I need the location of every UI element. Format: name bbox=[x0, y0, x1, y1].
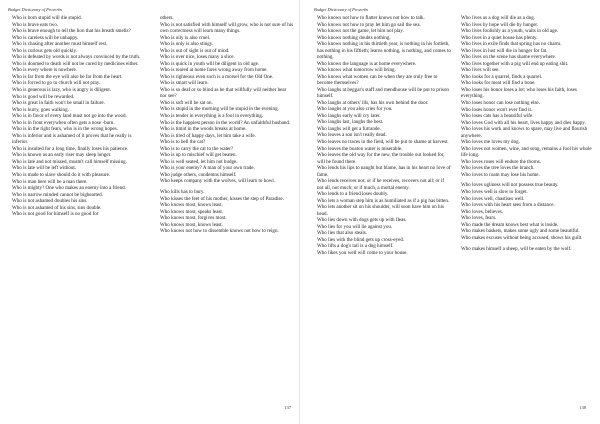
proverb-entry: Who is in front everywhen often gets a nose -burn. bbox=[12, 119, 115, 126]
proverb-entry: Who lives will see. bbox=[461, 67, 500, 74]
proverb-entry: Who loves, fears. bbox=[461, 215, 497, 222]
right-page-number: 138 bbox=[579, 405, 586, 410]
proverb-entry: Who makes himself a sheep, will be eaten by the wolf. bbox=[461, 245, 572, 252]
proverb-entry: Who lets a woman step him is as humiliated as if a pig has bitten. bbox=[317, 197, 450, 204]
proverb-entry: Who is not ashamed of his sins, sins double. bbox=[12, 204, 102, 211]
proverb-entry: Who is stupid in the morning will be stupid in the evening. bbox=[160, 106, 279, 113]
proverb-entry: Who laughs at beggar's staff and mendhouse will be put to prison himself. bbox=[317, 86, 449, 100]
proverb-entry: Who is brave eats two. bbox=[12, 21, 59, 28]
proverb-entry: Who loves God with all his heart, lives happy and dies happy. bbox=[461, 119, 586, 126]
proverb-entry: Who is tender in everything is a fool in everything. bbox=[160, 113, 264, 120]
proverb-entry: Who is insulted for a long time, finally loses his patience. bbox=[12, 145, 129, 152]
proverb-entry: Who keeps company with the wolves, will learn to howl. bbox=[160, 178, 276, 185]
proverb-entry: Who judge others, condemns himself. bbox=[160, 171, 237, 178]
proverb-entry: Who is man here will be a man there. bbox=[12, 178, 88, 185]
proverb-entry: Who is not satisfied with himself will grow, who is not sure of his own correctness will learn many things. bbox=[160, 21, 294, 34]
proverb-entry: Who makes excuses without being accused, shows his guilt. bbox=[461, 234, 583, 241]
proverb-entry: Who laughs will get a furrande. bbox=[317, 125, 381, 132]
proverb-entry: Who lives by hope will die by hunger. bbox=[461, 21, 539, 28]
proverb-entry: Who knows most, forgives most. bbox=[160, 215, 227, 222]
proverb-entry: Who loves well is slow to forget. bbox=[461, 189, 528, 196]
proverb-entry: Who is soft will be sat on. bbox=[160, 99, 213, 106]
proverb-entry: Who is in favor of every land must not go into the wood. bbox=[12, 113, 127, 120]
proverb-entry: Who likes you well will come to your house. bbox=[317, 249, 408, 256]
proverb-entry: Who lives in a quiet house has plenty. bbox=[461, 34, 538, 41]
proverb-entry: Who lies with the blind gets up cross-eyed. bbox=[317, 236, 405, 243]
proverb-entry: Who is late and not missed, mustn't call himself missing. bbox=[12, 158, 127, 165]
right-column-2 bbox=[461, 15, 595, 252]
left-running-head: Budget Dictionary of Proverbs bbox=[8, 7, 63, 12]
proverb-entry: Who lifts a dog's tail is a dog himself. bbox=[317, 243, 394, 250]
proverb-entry: Who lends to a friend loses doubly. bbox=[317, 191, 389, 198]
proverb-entry: Who loves with his heart sees from a distance. bbox=[461, 202, 555, 209]
right-running-head: Budget Dictionary of Proverbs bbox=[314, 7, 369, 12]
proverb-entry: Who is defeated by words is not always convinced by the truth. bbox=[12, 54, 141, 61]
proverb-entry: Who is great in faith won't be small in failure. bbox=[12, 100, 105, 107]
proverb-entry: Who is oily is also cruel. bbox=[160, 34, 211, 41]
proverb-entry: Who lies for you will lie against you. bbox=[317, 223, 393, 230]
proverb-entry: Who loses honor won't ever find it. bbox=[461, 106, 533, 113]
proverb-entry: Who knows not how to pray let him go sail the sea. bbox=[317, 21, 421, 28]
proverb-entry: Who loves to roam may lose his home. bbox=[461, 171, 540, 178]
proverb-entry: Who laughs at others' ills, has his own behind the door. bbox=[317, 99, 429, 106]
proverb-entry: Who kisses the feet of his mother, kisses the step of Paradise. bbox=[160, 195, 284, 202]
proverb-entry: Who loves well, chastises well. bbox=[461, 195, 525, 202]
proverb-entry: Who is well seated, let him not budge. bbox=[160, 158, 238, 165]
proverb-entry: Who is not ashamed doubles his sins. bbox=[12, 198, 88, 205]
proverb-entry: Who laughs last, laughs the best. bbox=[317, 119, 384, 126]
proverb-entry: Who is righteous even such is a morsel for the Old One. bbox=[160, 73, 274, 80]
proverb-entry: Who is born stupid will die stupid. bbox=[12, 15, 82, 21]
proverb-entry: Who knows nothing in his thirtieth year, is nothing in his fortieth, has nothing in his fiftieth; learns nothing, is nothing, and comes to nothing. bbox=[317, 41, 451, 61]
proverb-entry: Who lends his lips to naught but blame, has in his heart no love of fame. bbox=[317, 165, 451, 178]
proverb-entry: Who lives together with a pig will end up eating shit. bbox=[461, 60, 569, 67]
left-column-1 bbox=[12, 15, 146, 218]
proverb-entry: Who is doomed to death will not be cured by medicines either. bbox=[12, 60, 139, 67]
proverb-entry: Who lives in exile finds that spring has no charm. bbox=[461, 41, 562, 48]
proverb-entry: Who is to carry the cat to the water? bbox=[160, 145, 234, 152]
proverb-entry: Who lives in lust will die in hunger for fat. bbox=[461, 47, 548, 54]
proverb-entry: Who loses cats has a beautiful wife. bbox=[461, 113, 534, 120]
proverb-entry: Who is curious gets old quickly. bbox=[12, 47, 77, 54]
proverb-entry: Who is made to slave should do it with pleasure. bbox=[12, 172, 111, 179]
proverb-entry: Who is in the right fears, who is in the wrong hopes. bbox=[12, 126, 118, 133]
proverb-entry: Who knows what women can be when they are truly free to become themselves? bbox=[317, 73, 438, 87]
proverb-entry: Who loves his work and knows to spare, may live and flourish anywhere. bbox=[461, 126, 588, 139]
proverb-entry: Who loses honor can lose nothing else. bbox=[461, 100, 540, 107]
right-page bbox=[300, 0, 600, 424]
proverb-entry: Who knows most, speaks least. bbox=[160, 208, 224, 215]
proverb-entry: Who is inferior and is ashamed of it proves that he really is inferior. bbox=[12, 132, 132, 146]
proverb-entry: Who is your enemy? A man of your own trade. bbox=[160, 165, 255, 172]
proverb-entry: Who lives as a dog will die as a dog. bbox=[461, 15, 536, 21]
proverb-entry: Who loves roses will endure the thorns. bbox=[461, 158, 542, 165]
proverb-entry: Who loves me loves my dog. bbox=[461, 139, 520, 146]
proverb-entry: Who lives on the scene has shame everywhere. bbox=[461, 54, 557, 61]
proverb-entry: Who is narrow minded cannot be bighearted. bbox=[12, 191, 103, 198]
proverb-entry: Who is timid in the woods breaks at home. bbox=[160, 126, 247, 133]
proverb-entry: Who loves, believes. bbox=[461, 208, 504, 215]
proverb-entry: Who lives foolishly as a youth, waits in old age. bbox=[461, 28, 559, 35]
proverb-entry: Who knows not the game, let him not play. bbox=[317, 28, 404, 35]
proverb-entry: Who lets another sit on his shoulder, will soon have him on his head. bbox=[317, 204, 444, 217]
proverb-entry: Who loves not women, wine, and song, remains a fool his whole life long. bbox=[461, 145, 592, 159]
proverb-entry: Who knows nothing doubts nothing. bbox=[317, 34, 391, 41]
proverb-entry: Who is only is also stingy. bbox=[160, 41, 214, 48]
proverb-entry: Who made the dream knows best what is inside. bbox=[461, 221, 559, 228]
proverb-entry: others. bbox=[160, 15, 174, 21]
proverb-entry: Who is to bell the cat? bbox=[160, 139, 206, 146]
left-column-2 bbox=[160, 15, 294, 235]
proverb-entry: Who is over nice, loses many a slice. bbox=[160, 54, 235, 61]
proverb-entry: Who is hurry, goes walking. bbox=[12, 106, 69, 113]
proverb-entry: Who laughs early will cry later. bbox=[317, 112, 381, 119]
proverb-entry: Who is mighty? One who makes an enemy into a friend. bbox=[12, 185, 126, 192]
proverb-entry: Who leaves a son isn't really dead. bbox=[317, 132, 387, 139]
proverb-entry: Who is the happiest person in the world? An unfaithful husband. bbox=[160, 119, 291, 126]
proverb-entry: Who knows not how to dissemble knows not how to reign. bbox=[160, 228, 279, 235]
proverb-entry: Who is smart will learn. bbox=[160, 80, 209, 87]
left-page-number: 137 bbox=[284, 405, 291, 410]
proverb-entry: Who is up to mischief will get beaten. bbox=[160, 152, 237, 159]
proverb-entry: Who knows most, knows least. bbox=[160, 221, 223, 228]
proverb-entry: Who is late will be left without. bbox=[12, 165, 77, 172]
proverb-entry: Who looks for meat will find a bone. bbox=[461, 80, 536, 87]
proverb-entry: Who kills has to bury. bbox=[160, 189, 205, 196]
proverb-entry: Who is known as an early riser may sleep longer. bbox=[12, 152, 112, 159]
proverb-entry: Who knows not how to flatter knows not how to talk. bbox=[317, 15, 425, 21]
proverb-entry: Who is careless will be unhappy. bbox=[12, 34, 79, 41]
proverb-entry: Who is good will be rewarded. bbox=[12, 93, 75, 100]
proverb-entry: Who is out of sight is out of mind. bbox=[160, 47, 230, 54]
proverb-entry: Who leaves no traces in the field, will be put to shame at harvest. bbox=[317, 139, 449, 146]
proverb-entry: Who leaves the boaton water is miserable. bbox=[317, 145, 403, 152]
proverb-entry: Who is generous is lazy, who is angry is diligent. bbox=[12, 87, 112, 94]
proverb-entry: Who is chasing after another must himself rest. bbox=[12, 41, 108, 48]
proverb-entry: Who loves ugliness will not possess true beauty. bbox=[461, 182, 559, 189]
proverb-entry: Who is far from the eye will also be far from the heart. bbox=[12, 73, 123, 80]
proverb-entry: Who is not good for himself is no good for bbox=[12, 211, 99, 218]
proverb-entry: Who is brave enough to tell the lion that his breath smells? bbox=[12, 28, 131, 35]
proverb-entry: Who is reared at home fares wrong away from home. bbox=[160, 67, 268, 74]
proverb-entry: Who is tired of happy days, let him take a wife. bbox=[160, 132, 256, 139]
proverb-entry: Who is every where is nowhere. bbox=[12, 67, 78, 74]
proverb-entry: Who lends receives not; or if he receives, recovers not all; or if not all, not much; or if much, a mortal enemy. bbox=[317, 178, 445, 191]
proverb-entry: Who makes baskets, makes some ugly and some beautiful. bbox=[461, 228, 580, 235]
proverb-entry: Who is so deaf or so blind as he that willfully will neither hear nor see? bbox=[160, 86, 287, 100]
proverb-entry: Who loves the tree loves the branch. bbox=[461, 165, 535, 172]
proverb-entry: Who loses his honor loses a lot; who loses his faith, loses everything. bbox=[461, 87, 577, 100]
proverb-entry: Who is quick in youth will be diligent in old age. bbox=[160, 60, 260, 67]
proverb-entry: Who leaves the old way for the new, the trouble out looked for, will he found there. bbox=[317, 152, 445, 165]
proverb-entry: Who is forced to go to church will not pray. bbox=[12, 80, 101, 87]
proverb-entry: Who lies down with dogs gets up with fleas. bbox=[317, 217, 407, 224]
proverb-entry: Who lies that also steals. bbox=[317, 230, 368, 237]
proverb-entry: Who looks for a quarrel, finds a quarrel. bbox=[461, 73, 543, 80]
proverb-entry: Who laughs at you also cries for you. bbox=[317, 106, 393, 113]
proverb-entry: Who knows most, knows least. bbox=[160, 202, 223, 209]
proverb-entry: Who knows the language is at home everywhere. bbox=[317, 60, 417, 67]
right-column-1 bbox=[317, 15, 451, 256]
proverb-entry: Who knows what tomorrow will bring. bbox=[317, 67, 396, 74]
